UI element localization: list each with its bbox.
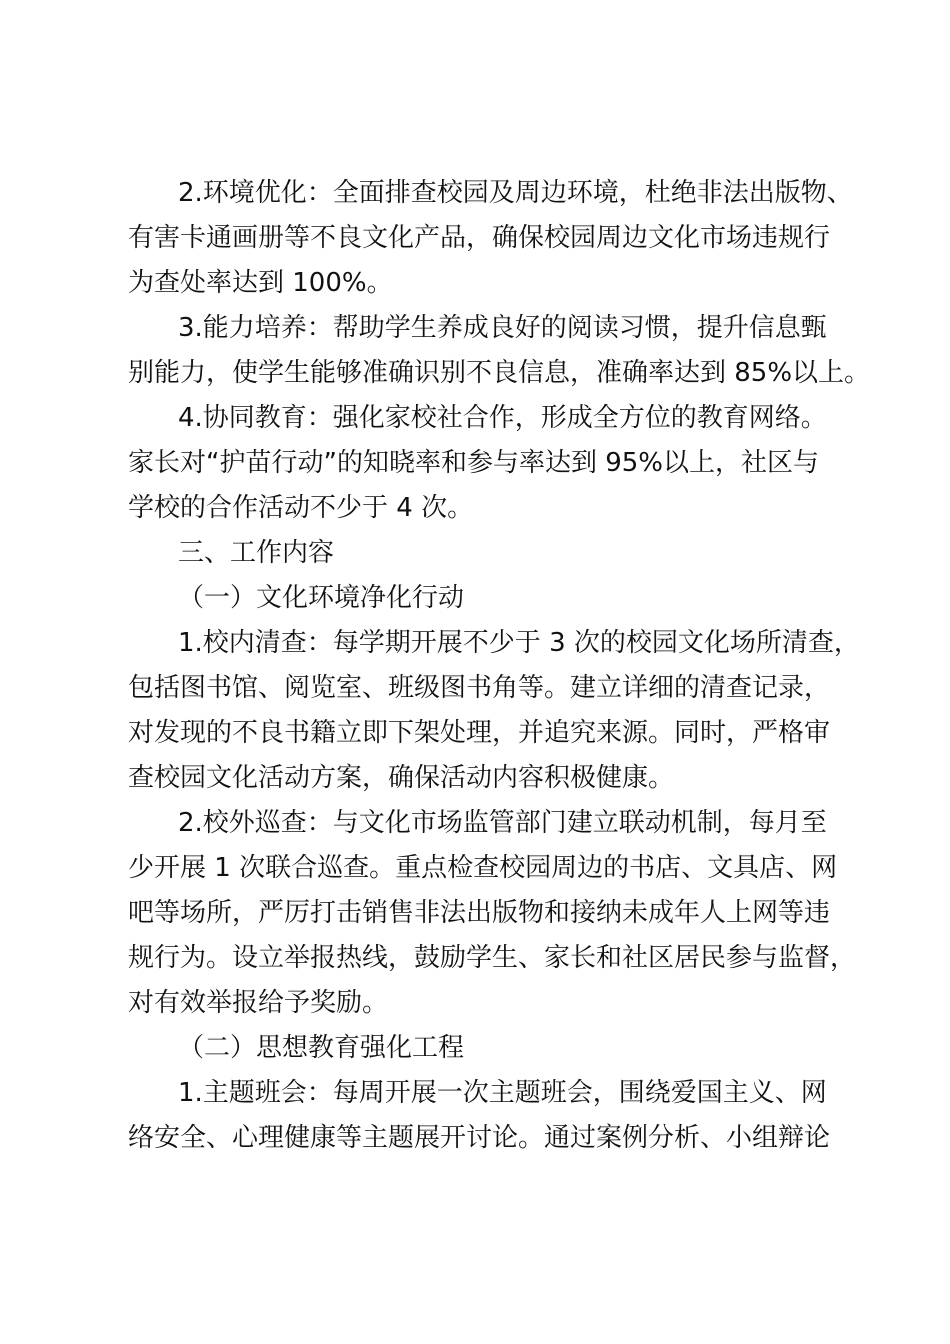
text-line: 2.环境优化：全面排查校园及周边环境，杜绝非法出版物、 [178, 178, 853, 208]
text-line: 包括图书馆、阅览室、班级图书角等。建立详细的清查记录， [128, 673, 831, 703]
text-line: 3.能力培养：帮助学生养成良好的阅读习惯，提升信息甄 [178, 313, 827, 343]
text-line: 对发现的不良书籍立即下架处理，并追究来源。同时，严格审 [128, 718, 831, 748]
text-line: 查校园文化活动方案，确保活动内容积极健康。 [128, 763, 675, 793]
text-line: 1.校内清查：每学期开展不少于 3 次的校园文化场所清查， [178, 628, 860, 658]
text-line: 1.主题班会：每周开展一次主题班会，围绕爱国主义、网 [178, 1078, 827, 1108]
text-line: 家长对“护苗行动”的知晓率和参与率达到 95%以上，社区与 [128, 448, 819, 478]
subsection-heading: （一）文化环境净化行动 [178, 583, 465, 613]
text-line: 吧等场所，严厉打击销售非法出版物和接纳未成年人上网等违 [128, 898, 831, 928]
text-line: 有害卡通画册等不良文化产品，确保校园周边文化市场违规行 [128, 223, 831, 253]
text-line: 对有效举报给予奖励。 [128, 988, 389, 1018]
section-heading: 三、工作内容 [178, 538, 335, 568]
text-line: 别能力，使学生能够准确识别不良信息，准确率达到 85%以上。 [128, 358, 871, 388]
subsection-heading: （二）思想教育强化工程 [178, 1033, 465, 1063]
text-line: 规行为。设立举报热线，鼓励学生、家长和社区居民参与监督， [128, 943, 857, 973]
text-line: 2.校外巡查：与文化市场监管部门建立联动机制，每月至 [178, 808, 827, 838]
text-line: 络安全、心理健康等主题展开讨论。通过案例分析、小组辩论 [128, 1123, 831, 1153]
text-line: 学校的合作活动不少于 4 次。 [128, 493, 474, 523]
text-line: 为查处率达到 100%。 [128, 268, 393, 298]
text-line: 4.协同教育：强化家校社合作，形成全方位的教育网络。 [178, 403, 827, 433]
text-line: 少开展 1 次联合巡查。重点检查校园周边的书店、文具店、网 [128, 853, 838, 883]
